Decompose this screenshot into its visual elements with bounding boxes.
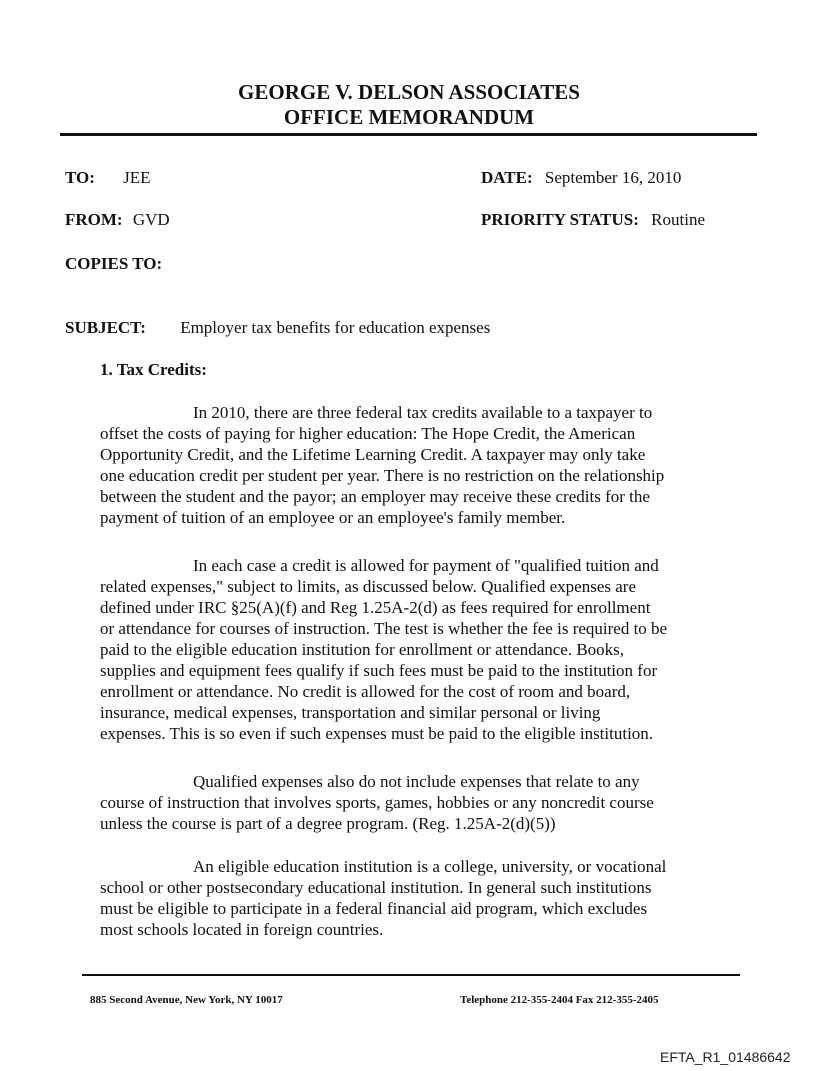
- text-line: one education credit per student per year. There is no restriction on the relationship: [100, 466, 665, 485]
- to-value: JEE: [123, 168, 151, 187]
- priority-label: PRIORITY STATUS:: [481, 210, 639, 229]
- date-value: September 16, 2010: [544, 168, 682, 187]
- body-paragraph: [100, 402, 740, 528]
- text-line: unless the course is part of a degree program. (Reg. 1.25A-2(d)(5)): [100, 814, 556, 833]
- text-line: most schools located in foreign countries.: [100, 920, 384, 939]
- text-line: between the student and the payor; an employer may receive these credits for the: [100, 487, 650, 506]
- from-field: [65, 209, 170, 231]
- date-label: DATE:: [481, 168, 533, 187]
- section-heading: 1. Tax Credits:: [100, 360, 207, 379]
- to-label: TO:: [65, 168, 95, 187]
- text-line: or attendance for courses of instruction. The test is whether the fee is required to be: [100, 619, 668, 638]
- memo-title: OFFICE MEMORANDUM: [283, 105, 535, 129]
- text-line: offset the costs of paying for higher education: The Hope Credit, the American: [100, 424, 636, 443]
- text-line: course of instruction that involves sports, games, hobbies or any noncredit course: [100, 793, 654, 812]
- text-line: defined under IRC §25(A)(f) and Reg 1.25A-2(d) as fees required for enrollment: [100, 598, 651, 617]
- copies-label: COPIES TO:: [65, 254, 163, 273]
- text-line: expenses. This is so even if such expenses must be paid to the eligible institution.: [100, 724, 654, 743]
- subject-value: Employer tax benefits for education expenses: [180, 318, 491, 337]
- text-line: Opportunity Credit, and the Lifetime Learning Credit. A taxpayer may only take: [100, 445, 646, 464]
- text-line: Qualified expenses also do not include expenses that relate to any: [193, 772, 640, 791]
- text-line: insurance, medical expenses, transportation and similar personal or living: [100, 703, 601, 722]
- text-line: related expenses," subject to limits, as discussed below. Qualified expenses are: [100, 577, 636, 596]
- text-line: An eligible education institution is a college, university, or vocational: [193, 857, 667, 876]
- body-paragraph: [100, 555, 740, 744]
- header-divider: [60, 133, 757, 136]
- text-line: supplies and equipment fees qualify if such fees must be paid to the institution for: [100, 661, 658, 680]
- text-line: paid to the eligible education institution for enrollment or attendance. Books,: [100, 640, 625, 659]
- body-paragraph: [100, 856, 740, 940]
- text-line: enrollment or attendance. No credit is allowed for the cost of room and board,: [100, 682, 631, 701]
- document-id: EFTA_R1_01486642: [660, 1049, 791, 1065]
- text-line: must be eligible to participate in a federal financial aid program, which excludes: [100, 899, 648, 918]
- footer-divider: [82, 974, 740, 976]
- text-line: payment of tuition of an employee or an employee's family member.: [100, 508, 566, 527]
- to-field: [65, 167, 151, 189]
- priority-field: [481, 209, 705, 231]
- from-label: FROM:: [65, 210, 123, 229]
- from-value: GVD: [132, 210, 170, 229]
- copies-field: [65, 253, 162, 275]
- body-paragraph: [100, 771, 740, 834]
- text-line: In each case a credit is allowed for payment of "qualified tuition and: [193, 556, 659, 575]
- text-line: In 2010, there are three federal tax credits available to a taxpayer to: [193, 403, 653, 422]
- priority-value: Routine: [651, 210, 705, 229]
- date-field: [481, 167, 681, 189]
- company-name: GEORGE V. DELSON ASSOCIATES: [238, 80, 580, 104]
- subject-label: SUBJECT:: [65, 318, 146, 337]
- footer-address: 885 Second Avenue, New York, NY 10017: [90, 994, 283, 1006]
- footer-phone: Telephone 212-355-2404 Fax 212-355-2405: [460, 994, 659, 1006]
- text-line: school or other postsecondary educational institution. In general such institutions: [100, 878, 652, 897]
- subject-field: [65, 317, 490, 339]
